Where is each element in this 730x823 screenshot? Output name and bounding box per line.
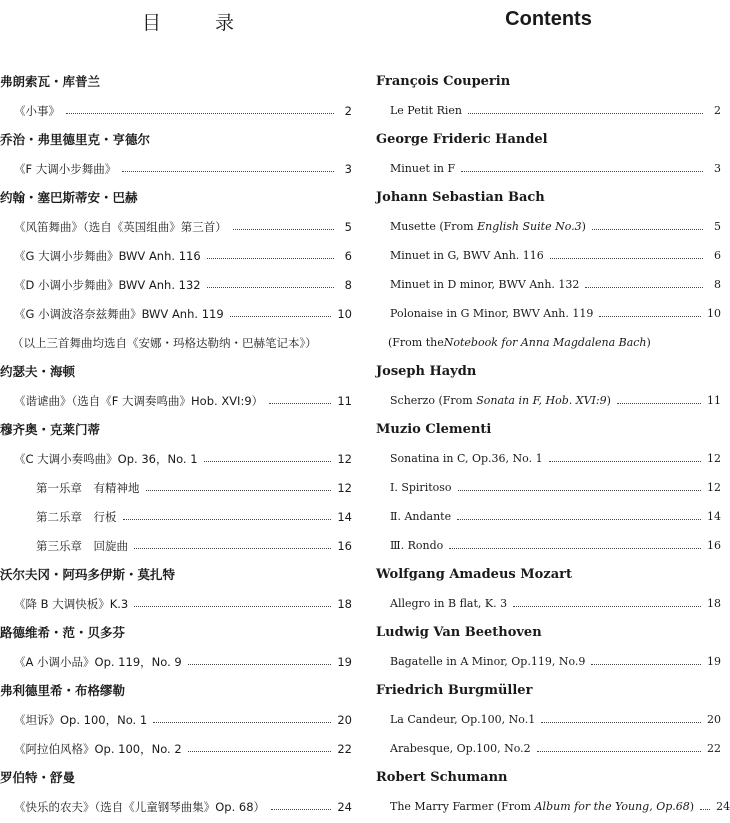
dot-leader xyxy=(146,489,332,491)
page-number: 5 xyxy=(714,220,721,233)
entry-title-text: Minuet in G, BWV Anh. 116 xyxy=(390,249,544,262)
entry-title xyxy=(14,101,60,121)
page-number: 19 xyxy=(337,655,352,669)
entry-title-text: 《谐谑曲》（选自《F 大调奏鸣曲》Hob. XVI:9） xyxy=(14,394,264,408)
dot-leader xyxy=(66,112,334,114)
page-number: 6 xyxy=(344,249,352,263)
toc-entry xyxy=(0,797,352,817)
page-number: 22 xyxy=(707,742,721,755)
toc-entry xyxy=(0,536,352,556)
dot-leader xyxy=(271,808,331,810)
toc-entry xyxy=(376,246,721,266)
page-number: 6 xyxy=(714,249,721,262)
note-text: (From the xyxy=(388,336,444,349)
entry-title xyxy=(14,652,182,672)
entry-title-text: Arabesque, Op.100, No.2 xyxy=(390,742,531,755)
entry-title xyxy=(14,797,265,817)
dot-leader xyxy=(207,257,334,259)
note-text-end: ) xyxy=(646,336,651,349)
entry-title-text: Allegro in B flat, K. 3 xyxy=(390,597,508,610)
entry-title xyxy=(390,652,585,672)
page-number: 16 xyxy=(707,539,721,552)
page-number: 19 xyxy=(707,655,721,668)
page-number: 20 xyxy=(337,713,352,727)
composer-name: 罗伯特・舒曼 xyxy=(0,770,76,785)
page-number: 3 xyxy=(714,162,721,175)
entry-title-text: 《G 小调波洛奈兹舞曲》BWV Anh. 119 xyxy=(14,307,224,321)
entry-title-text: 《G 大调小步舞曲》BWV Anh. 116 xyxy=(14,249,201,263)
dot-leader xyxy=(541,721,701,723)
composer-name: Muzio Clementi xyxy=(376,422,492,437)
entry-title-text: 《坦诉》Op. 100，No. 1 xyxy=(14,713,148,727)
page-number: 10 xyxy=(337,307,352,321)
page-number: 12 xyxy=(337,481,352,495)
composer-name: 路德维希・范・贝多芬 xyxy=(0,625,126,640)
entry-title xyxy=(14,739,182,759)
entry-title xyxy=(390,275,579,295)
entry-title-text: Bagatelle in A Minor, Op.119, No.9 xyxy=(390,655,586,668)
page-number: 3 xyxy=(344,162,352,176)
toc-entry xyxy=(376,275,721,295)
dot-leader xyxy=(122,170,334,172)
toc-entry xyxy=(376,391,721,411)
entry-title xyxy=(36,478,140,498)
composer-name: 穆齐奥・克莱门蒂 xyxy=(0,422,101,437)
entry-title-text: The Marry Farmer (From xyxy=(390,800,535,813)
composer-name: Joseph Haydn xyxy=(376,364,477,379)
toc-entry xyxy=(0,246,352,266)
entry-title xyxy=(390,449,543,469)
composer-name: Johann Sebastian Bach xyxy=(376,190,545,205)
composer-name: Wolfgang Amadeus Mozart xyxy=(376,567,572,582)
dot-leader xyxy=(617,402,701,404)
entry-title-text: 《降 B 大调快板》K.3 xyxy=(14,597,129,611)
entry-title-text: Musette (From xyxy=(390,220,478,233)
page-number: 18 xyxy=(707,597,721,610)
entry-title-text: 《F 大调小步舞曲》 xyxy=(14,162,117,176)
toc-entry xyxy=(0,739,352,759)
toc-entry xyxy=(376,101,721,121)
composer-name: 乔治・弗里德里克・亨德尔 xyxy=(0,132,151,147)
dot-leader xyxy=(204,460,332,462)
entry-title-italic: Album for the Young, Op.68 xyxy=(534,800,690,813)
toc-entry xyxy=(0,478,352,498)
entry-title xyxy=(390,217,586,237)
entry-title xyxy=(36,536,128,556)
page-number: 8 xyxy=(714,278,721,291)
entry-title-text: Minuet in D minor, BWV Anh. 132 xyxy=(390,278,580,291)
entry-title-text: 《阿拉伯风格》Op. 100，No. 2 xyxy=(14,742,182,756)
entry-title-text: Le Petit Rien xyxy=(390,104,462,117)
toc-entry xyxy=(376,739,721,759)
entry-title xyxy=(14,246,201,266)
entry-title-end: ) xyxy=(606,394,611,407)
dot-leader xyxy=(599,315,701,317)
toc-entry xyxy=(376,594,721,614)
composer-name: Robert Schumann xyxy=(376,770,508,785)
toc-entry xyxy=(376,507,721,527)
note-text: （以上三首舞曲均选自《安娜・玛格达勒纳・巴赫笔记本》） xyxy=(12,336,317,350)
entry-title-text: Ⅰ. Spiritoso xyxy=(390,481,452,494)
entry-title xyxy=(14,449,198,469)
entry-title xyxy=(390,246,544,266)
entry-title-text: 《风笛舞曲》（选自《英国组曲》第三首） xyxy=(14,220,227,234)
composer-name: George Frideric Handel xyxy=(376,132,548,147)
entry-title-end: ) xyxy=(581,220,586,233)
toc-entry xyxy=(0,507,352,527)
toc-entry xyxy=(0,217,352,237)
toc-entry xyxy=(376,449,721,469)
dot-leader xyxy=(123,518,332,520)
dot-leader xyxy=(207,286,334,288)
toc-entry xyxy=(0,449,352,469)
toc-entry xyxy=(0,101,352,121)
page-number: 22 xyxy=(337,742,352,756)
entry-title xyxy=(14,275,201,295)
toc-heading-chinese: 目 录 xyxy=(141,12,259,34)
entry-title xyxy=(390,739,531,759)
toc-note xyxy=(0,333,352,353)
entry-title xyxy=(390,797,694,817)
entry-title xyxy=(390,159,455,179)
note-italic-text: Notebook for Anna Magdalena Bach xyxy=(443,336,647,349)
page-number: 20 xyxy=(707,713,721,726)
entry-title-text: 《C 大调小奏鸣曲》Op. 36，No. 1 xyxy=(14,452,198,466)
entry-title-text: 《小事》 xyxy=(14,104,60,118)
composer-name: 沃尔夫冈・阿玛多伊斯・莫扎特 xyxy=(0,567,176,582)
entry-title-text: Scherzo (From xyxy=(390,394,477,407)
page-number: 11 xyxy=(707,394,721,407)
entry-title-italic: English Suite No.3 xyxy=(477,220,582,233)
page-number: 5 xyxy=(344,220,352,234)
composer-name: Friedrich Burgmüller xyxy=(376,683,533,698)
page-number: 14 xyxy=(707,510,721,523)
toc-entry xyxy=(376,536,721,556)
dot-leader xyxy=(468,112,703,114)
entry-title xyxy=(390,304,593,324)
page-number: 11 xyxy=(337,394,352,408)
page-number: 18 xyxy=(337,597,352,611)
entry-title-text: 《A 小调小品》Op. 119，No. 9 xyxy=(14,655,182,669)
entry-title xyxy=(14,217,227,237)
toc-entry xyxy=(376,159,721,179)
composer-name: François Couperin xyxy=(376,74,511,89)
entry-title-text: 《D 小调小步舞曲》BWV Anh. 132 xyxy=(14,278,201,292)
entry-title xyxy=(14,159,116,179)
dot-leader xyxy=(550,257,703,259)
entry-title xyxy=(36,507,117,527)
entry-title-text: Polonaise in G Minor, BWV Anh. 119 xyxy=(390,307,594,320)
dot-leader xyxy=(269,402,331,404)
entry-title-italic: Sonata in F, Hob. XVI:9 xyxy=(476,394,607,407)
composer-name: 弗利德里希・布格缪勒 xyxy=(0,683,126,698)
dot-leader xyxy=(458,489,701,491)
toc-entry xyxy=(0,159,352,179)
page-number: 12 xyxy=(707,452,721,465)
dot-leader xyxy=(230,315,332,317)
entry-title xyxy=(390,101,462,121)
page-number: 2 xyxy=(714,104,721,117)
toc-entry xyxy=(0,275,352,295)
entry-title-text: La Candeur, Op.100, No.1 xyxy=(390,713,536,726)
toc-entry xyxy=(0,304,352,324)
page-number: 16 xyxy=(337,539,352,553)
toc-entry xyxy=(0,710,352,730)
page-number: 2 xyxy=(344,104,352,118)
entry-title-text: 第三乐章 回旋曲 xyxy=(36,539,128,553)
entry-title xyxy=(390,478,452,498)
entry-title xyxy=(14,391,263,411)
entry-title xyxy=(390,507,451,527)
entry-title-text: Ⅱ. Andante xyxy=(390,510,452,523)
composer-name: 约翰・塞巴斯蒂安・巴赫 xyxy=(0,190,138,205)
toc-note xyxy=(376,333,721,353)
toc-entry xyxy=(376,217,721,237)
entry-title xyxy=(390,594,507,614)
dot-leader xyxy=(549,460,701,462)
toc-entry xyxy=(376,478,721,498)
dot-leader xyxy=(134,605,331,607)
entry-title xyxy=(14,710,147,730)
entry-title-text: Ⅲ. Rondo xyxy=(390,539,444,552)
dot-leader xyxy=(585,286,703,288)
toc-entry xyxy=(376,304,721,324)
dot-leader xyxy=(457,518,701,520)
entry-title-text: 第二乐章 行板 xyxy=(36,510,117,524)
entry-title xyxy=(390,391,611,411)
composer-name: Ludwig Van Beethoven xyxy=(376,625,542,640)
page-number: 24 xyxy=(716,800,730,813)
dot-leader xyxy=(461,170,703,172)
toc-entry xyxy=(0,594,352,614)
page-number: 24 xyxy=(337,800,352,814)
entry-title xyxy=(14,594,128,614)
dot-leader xyxy=(188,663,332,665)
entry-title xyxy=(14,304,224,324)
toc-entry xyxy=(376,710,721,730)
entry-title-text: 《快乐的农夫》（选自《儿童钢琴曲集》Op. 68） xyxy=(14,800,266,814)
dot-leader xyxy=(233,228,334,230)
page-number: 12 xyxy=(337,452,352,466)
dot-leader xyxy=(700,808,710,810)
toc-entry xyxy=(376,797,730,817)
dot-leader xyxy=(153,721,331,723)
page-number: 10 xyxy=(707,307,721,320)
entry-title-text: 第一乐章 有精神地 xyxy=(36,481,140,495)
dot-leader xyxy=(537,750,701,752)
dot-leader xyxy=(449,547,701,549)
entry-title-end: ) xyxy=(689,800,695,813)
page-number: 14 xyxy=(337,510,352,524)
toc-entry xyxy=(376,652,721,672)
page-number: 8 xyxy=(344,278,352,292)
entry-title xyxy=(390,710,535,730)
dot-leader xyxy=(592,228,703,230)
toc-heading-english: Contents xyxy=(505,8,592,30)
composer-name: 约瑟夫・海顿 xyxy=(0,364,76,379)
dot-leader xyxy=(513,605,701,607)
entry-title-text: Sonatina in C, Op.36, No. 1 xyxy=(390,452,543,465)
toc-entry xyxy=(0,391,352,411)
dot-leader xyxy=(134,547,331,549)
dot-leader xyxy=(591,663,701,665)
entry-title xyxy=(390,536,443,556)
page-number: 12 xyxy=(707,481,721,494)
composer-name: 弗朗索瓦・库普兰 xyxy=(0,74,101,89)
dot-leader xyxy=(188,750,332,752)
entry-title-text: Minuet in F xyxy=(390,162,456,175)
toc-entry xyxy=(0,652,352,672)
